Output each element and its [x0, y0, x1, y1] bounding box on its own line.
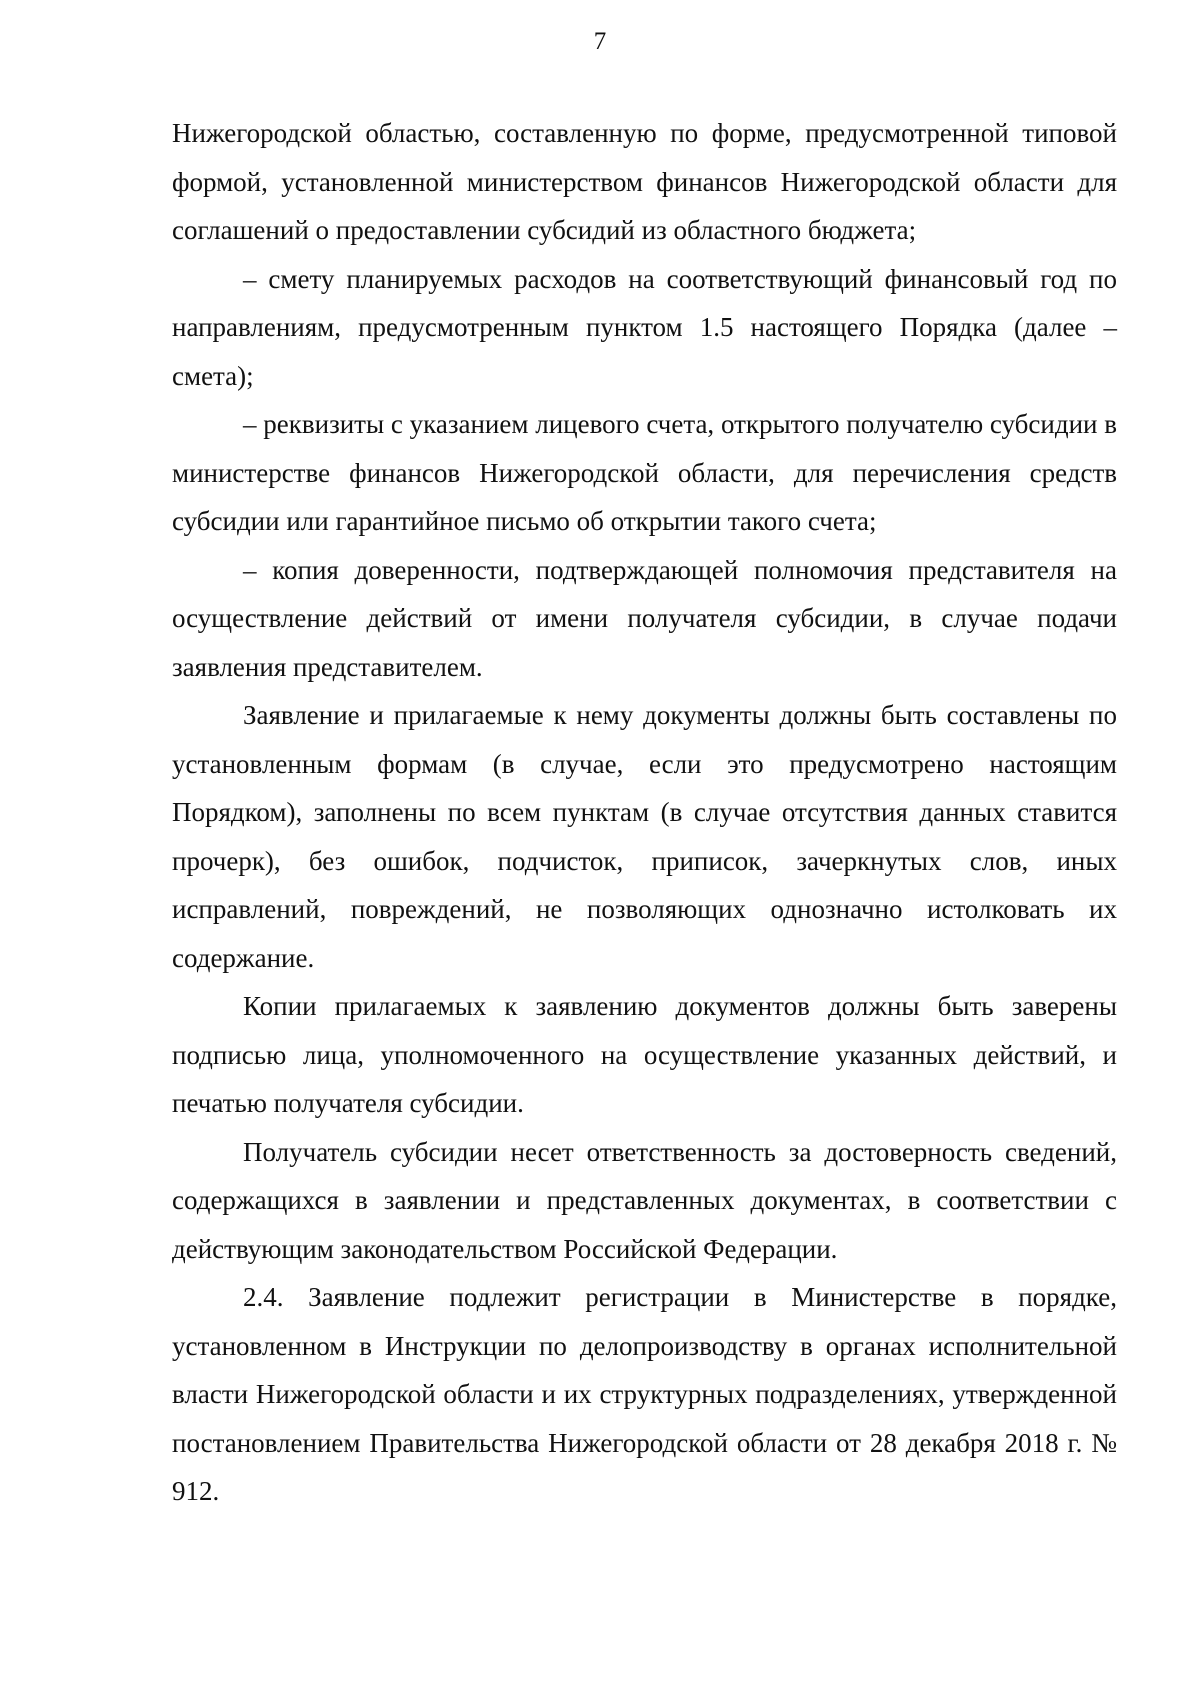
page-number: 7	[593, 28, 607, 55]
paragraph-section-2-4: 2.4. Заявление подлежит регистрации в Министерстве в порядке, установленном в Инструкции по делопроизводству в органах исполнительной власти Нижегородской области и их структурных подразделениях, утвержденной постановлением Правительства Нижегородской области от 28 декабря 2018 г. № 912.	[172, 1282, 1117, 1506]
paragraph-item-estimate: – смету планируемых расходов на соответствующий финансовый год по направлениям, предусмотренным пунктом 1.5 настоящего Порядка (далее – смета);	[172, 263, 1117, 391]
paragraph-application-requirements: Заявление и прилагаемые к нему документы должны быть составлены по установленным формам (в случае, если это предусмотрено настоящим Порядком), заполнены по всем пунктам (в случае отсутствия данных ставится прочерк), без ошибок, подчисток, приписок, зачеркнутых слов, иных исправлений, повреждений, не позволяющих однозначно истолковать их содержание.	[172, 700, 1117, 973]
paragraph-item-power-of-attorney: – копия доверенности, подтверждающей полномочия представителя на осуществление действий от имени получателя субсидии, в случае подачи заявления представителем.	[172, 554, 1117, 682]
paragraph-continuation: Нижегородской областью, составленную по форме, предусмотренной типовой формой, установленной министерством финансов Нижегородской области для соглашений о предоставлении субсидий из областного бюджета;	[172, 118, 1117, 245]
paragraph-item-requisites: – реквизиты с указанием лицевого счета, открытого получателю субсидии в министерстве финансов Нижегородской области, для перечисления средств субсидии или гарантийное письмо об открытии такого счета;	[172, 409, 1117, 536]
document-body	[172, 109, 1117, 1516]
paragraph-copies-certification: Копии прилагаемых к заявлению документов должны быть заверены подписью лица, уполномоченного на осуществление указанных действий, и печатью получателя субсидии.	[172, 991, 1117, 1118]
paragraph-recipient-responsibility: Получатель субсидии несет ответственность за достоверность сведений, содержащихся в заявлении и представленных документах, в соответствии с действующим законодательством Российской Федерации.	[172, 1136, 1117, 1264]
